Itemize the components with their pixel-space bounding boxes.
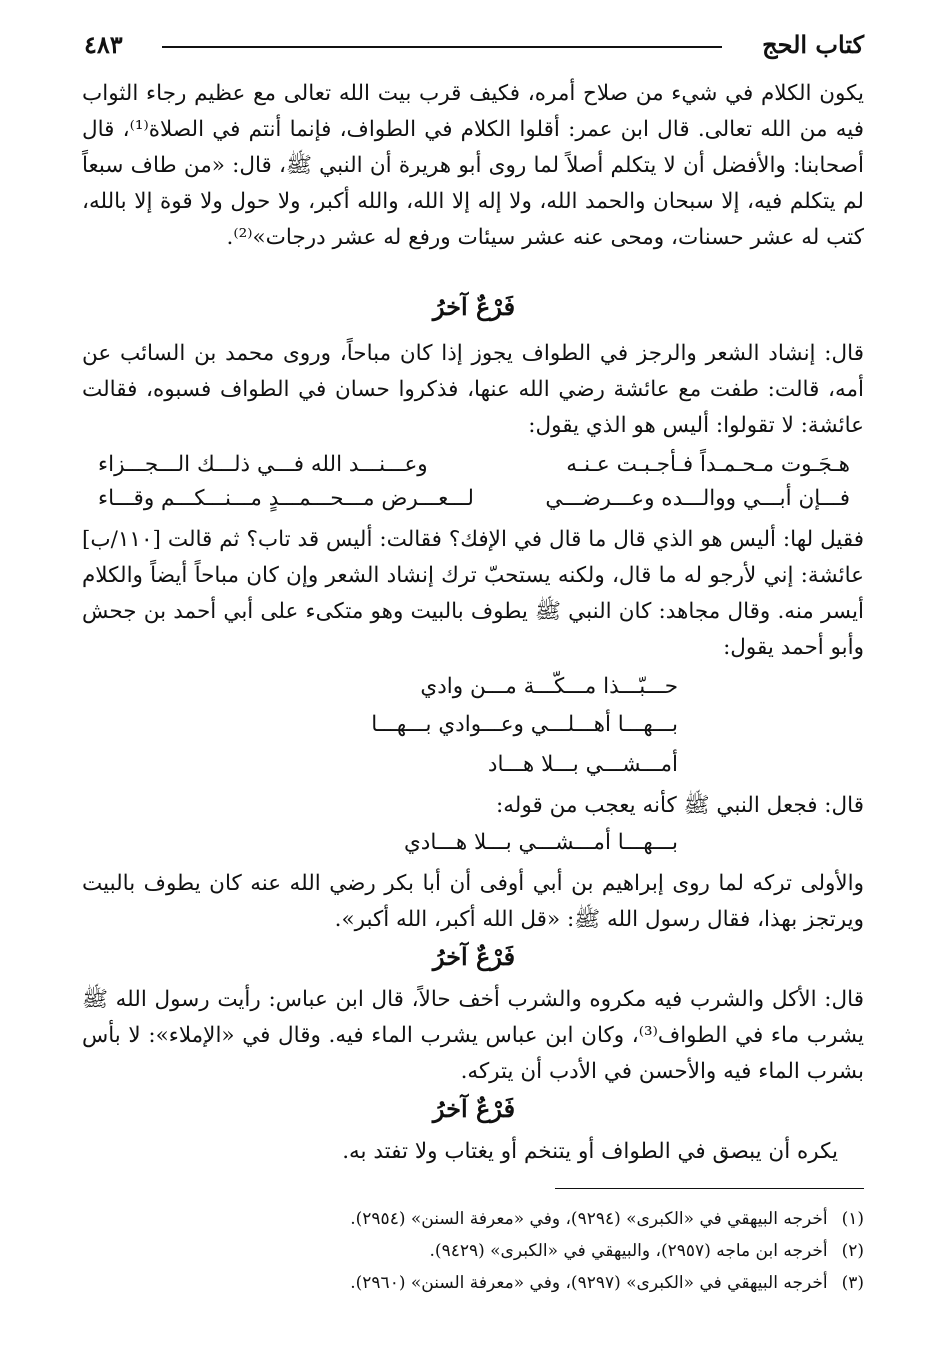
verse-2-line-1: حـــبّـــذا مـــكّـــة مـــن وادي	[420, 674, 678, 699]
paragraph-3: فقيل لها: أليس هو الذي قال ما قال في الإفك؟ فقالت: أليس قد تاب؟ ثم قالت [١١٠/ب] عائشة: إني لأرجو له ما قال، ولكنه يستحبّ ترك إنشاد الشعر وإن كان مباحاً أيضاً والكلام أيسر منه. وقال مجاهد: كان النبي ﷺ يطوف بالبيت وهو متكىء على أبي أحمد بن جحش وأبو أحمد يقول:	[82, 527, 864, 660]
paragraph-1: يكون الكلام في شيء من صلاح أمره، فكيف قرب بيت الله تعالى مع عظيم رجاء الثواب فيه من الله تعالى. قال ابن عمر: أقلوا الكلام في الطواف، فإنما أنتم في الصلاة⁽¹⁾، قال أصحابنا: والأفضل أن لا يتكلم أصلاً لما روى أبو هريرة أن النبي ﷺ، قال: «من طاف سبعاً لم يتكلم فيه، إلا سبحان والحمد الله، ولا إله إلا الله، والله أكبر، ولا حول ولا قوة إلا بالله، كتب له عشر حسنات، ومحى عنه عشر سيئات ورفع له عشر درجات»⁽²⁾.	[82, 81, 864, 250]
footnote-text: أخرجه ابن ماجه (٢٩٥٧)، والبيهقي في «الكبرى» (٩٤٢٩).	[429, 1241, 828, 1261]
header-rule	[162, 46, 722, 48]
verse-1-line-1-first-hemistich: هـجَـوت مـحـمـداً فـأجـبـت عـنـه	[566, 452, 850, 477]
section-heading-1: فَرْعٌ آخرُ	[432, 292, 516, 321]
paragraph-7: يكره أن يبصق في الطواف أو يتنخم أو يغتاب ولا تفتد به.	[342, 1139, 838, 1164]
footnote-rule	[555, 1188, 864, 1189]
paragraph-6: قال: الأكل والشرب فيه مكروه والشرب أخف حالاً، قال ابن عباس: رأيت رسول الله ﷺ يشرب ماء في الطواف⁽³⁾، وكان ابن عباس يشرب الماء فيه. وقال في «الإملاء»: لا بأس بشرب الماء فيه والأحسن في الأدب أن يتركه.	[82, 987, 864, 1084]
footnote-text: أخرجه البيهقي في «الكبرى» (٩٢٩٤)، وفي «معرفة السنن» (٢٩٥٤).	[350, 1209, 828, 1229]
footnote-number: (٣)	[841, 1273, 864, 1293]
footnote-text: أخرجه البيهقي في «الكبرى» (٩٢٩٧)، وفي «معرفة السنن» (٢٩٦٠).	[350, 1273, 828, 1293]
paragraph-2: قال: إنشاد الشعر والرجز في الطواف يجوز إذا كان مباحاً، وروى محمد بن السائب عن أمه، قالت: طفت مع عائشة رضي الله عنها، فذكروا حسان في الطواف فسبوه، فقالت عائشة: لا تقولوا: أليس هو الذي يقول:	[82, 341, 864, 438]
footnote-1	[82, 1204, 864, 1234]
section-heading-2: فَرْعٌ آخرُ	[432, 942, 516, 971]
paragraph-5: والأولى تركه لما روى إبراهيم بن أبي أوفى أن أبا بكر رضي الله عنه كان يطوف بالبيت ويرتجز بهذا، فقال رسول الله ﷺ: «قل الله أكبر، الله أكبر».	[82, 871, 864, 932]
running-header-title: كتاب الحج	[762, 30, 864, 59]
verse-1-line-2-first-hemistich: فـــإن أبـــي ووالـــده وعـــرضـــي	[545, 486, 850, 511]
footnote-2	[82, 1236, 864, 1266]
verse-1-line-2-second-hemistich: لـــعـــرض مـــحـــمـــدٍ مـــنـــكـــم وقـــاء	[98, 486, 474, 511]
verse-3-line-1: بـــهـــا أمـــشـــي بـــلا هـــادي	[403, 830, 678, 855]
verse-2-line-2: بـــهـــا أهـــلـــي وعـــوادي بـــهـــا	[371, 712, 678, 737]
footnote-number: (٢)	[841, 1241, 864, 1261]
page-number: ٤٨٣	[84, 30, 123, 59]
section-heading-3: فَرْعٌ آخرُ	[432, 1094, 516, 1123]
paragraph-4: قال: فجعل النبي ﷺ كأنه يعجب من قوله:	[496, 793, 864, 818]
verse-1-line-1-second-hemistich: وعـــنـــد الله فـــي ذلـــك الـــجـــزاء	[98, 452, 428, 477]
verse-2-line-3: أمـــشـــي بـــلا هـــاد	[487, 752, 678, 777]
footnote-3	[82, 1268, 864, 1298]
footnote-number: (١)	[841, 1209, 864, 1229]
